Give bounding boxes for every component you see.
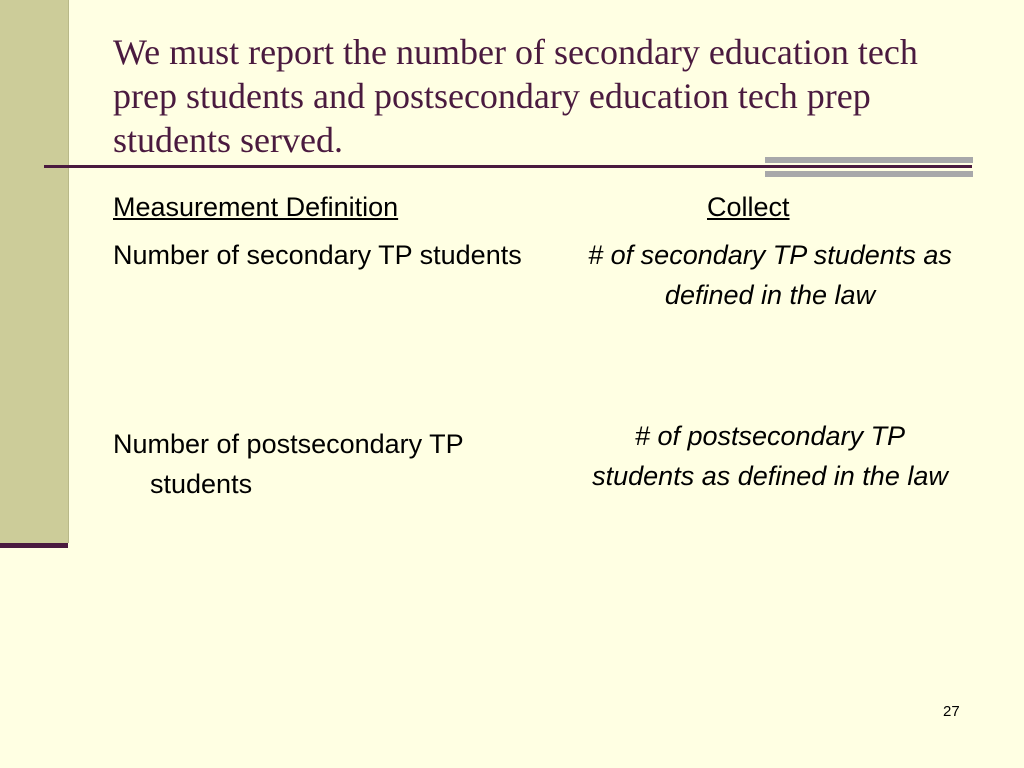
collect-header: Collect <box>707 192 790 222</box>
measurement-definition-header: Measurement Definition <box>113 192 399 222</box>
slide-title: We must report the number of secondary education tech prep students and postsecondary education tech prep students served. <box>113 32 918 160</box>
gray-accent-bar-top <box>765 157 973 163</box>
gray-accent-bars <box>765 157 973 179</box>
collect-postsecondary: # of postsecondary TP students as defined in the law <box>592 421 948 491</box>
definition-postsecondary: Number of postsecondary TP students <box>113 429 464 499</box>
page-number: 27 <box>943 703 960 720</box>
left-decorative-band <box>0 0 69 543</box>
gray-accent-bar-bottom <box>765 171 973 177</box>
definition-secondary: Number of secondary TP students <box>113 240 522 270</box>
left-decorative-underbar <box>0 543 68 548</box>
collect-secondary: # of secondary TP students as defined in the law <box>588 240 952 310</box>
